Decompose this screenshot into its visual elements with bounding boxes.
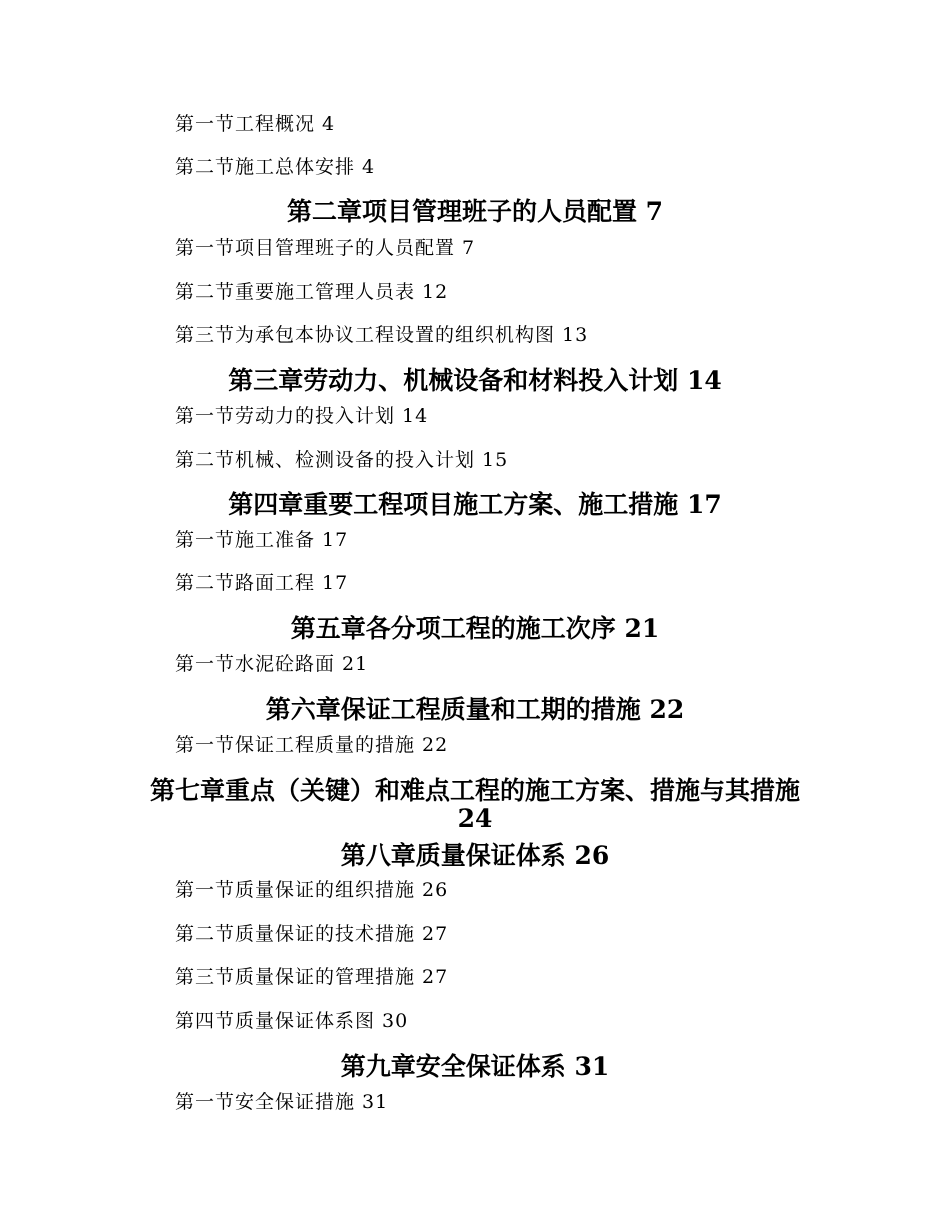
toc-section-8-4[interactable]: 第四节质量保证体系图 30 [175,1010,409,1032]
toc-section-5-1[interactable]: 第一节水泥砼路面 21 [175,653,369,675]
toc-section-8-2[interactable]: 第二节质量保证的技术措施 27 [175,923,449,945]
toc-section-8-1[interactable]: 第一节质量保证的组织措施 26 [175,879,449,901]
toc-section-6-1[interactable]: 第一节保证工程质量的措施 22 [175,734,449,756]
toc-chapter-2[interactable]: 第二章项目管理班子的人员配置 7 [286,197,664,226]
toc-section-2-3[interactable]: 第三节为承包本协议工程设置的组织机构图 13 [175,324,589,346]
toc-chapter-7[interactable]: 第七章重点（关键）和难点工程的施工方案、措施与其措施 24 [149,776,800,833]
toc-section-1-1[interactable]: 第一节工程概况 4 [175,113,336,135]
toc-chapter-3[interactable]: 第三章劳动力、机械设备和材料投入计划 14 [228,366,722,395]
toc-section-1-2[interactable]: 第二节施工总体安排 4 [175,156,376,178]
toc-chapter-9[interactable]: 第九章安全保证体系 31 [340,1052,610,1081]
toc-section-9-1[interactable]: 第一节安全保证措施 31 [175,1091,389,1113]
toc-section-8-3[interactable]: 第三节质量保证的管理措施 27 [175,966,449,988]
toc-section-2-2[interactable]: 第二节重要施工管理人员表 12 [175,281,449,303]
toc-section-3-1[interactable]: 第一节劳动力的投入计划 14 [175,405,429,427]
toc-chapter-8[interactable]: 第八章质量保证体系 26 [340,841,610,870]
toc-section-4-2[interactable]: 第二节路面工程 17 [175,572,349,594]
toc-section-4-1[interactable]: 第一节施工准备 17 [175,529,349,551]
toc-chapter-4[interactable]: 第四章重要工程项目施工方案、施工措施 17 [228,490,722,519]
toc-chapter-6[interactable]: 第六章保证工程质量和工期的措施 22 [265,695,685,724]
toc-chapter-5[interactable]: 第五章各分项工程的施工次序 21 [290,614,660,643]
toc-section-2-1[interactable]: 第一节项目管理班子的人员配置 7 [175,237,476,259]
toc-section-3-2[interactable]: 第二节机械、检测设备的投入计划 15 [175,449,509,471]
